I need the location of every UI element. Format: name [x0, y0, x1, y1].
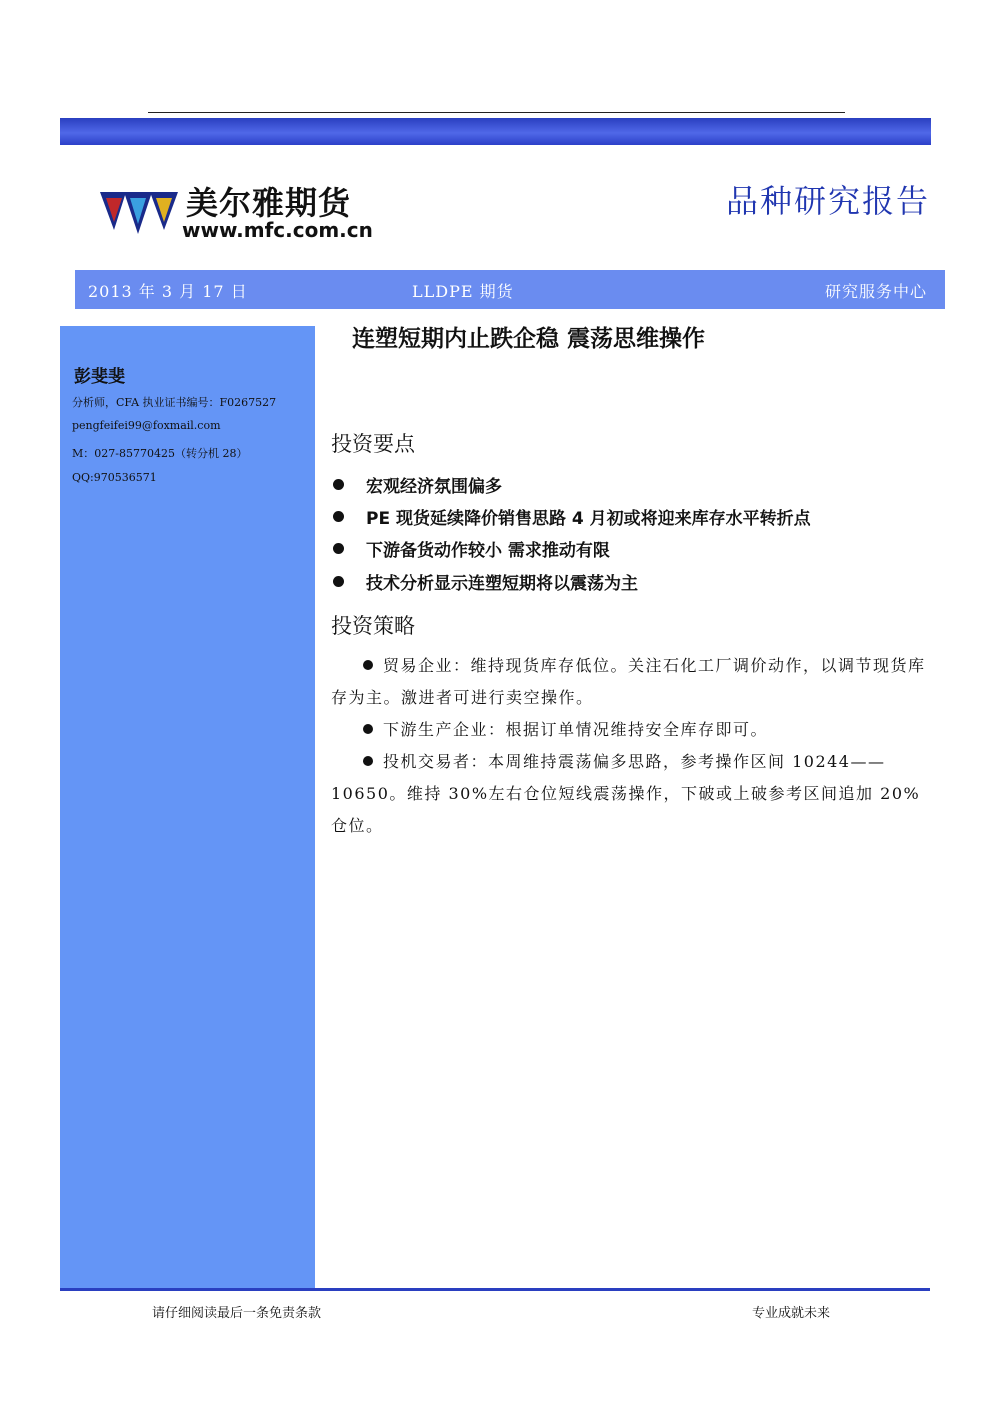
footer-disclaimer: 请仔细阅读最后一条免责条款	[152, 1306, 322, 1321]
footer-rule	[60, 1288, 930, 1291]
list-item: 宏观经济氛围偏多	[333, 472, 502, 497]
list-item: 下游备货动作较小 需求推动有限	[333, 536, 610, 561]
top-rule	[148, 112, 845, 113]
author-name: 彭斐斐	[74, 367, 125, 387]
bullet-icon	[333, 543, 344, 554]
author-phone: M：027-85770425（转分机 28）	[72, 447, 248, 460]
author-sidebar	[60, 326, 315, 1288]
header-band	[60, 118, 931, 145]
points-title: 投资要点	[331, 432, 415, 456]
footer-slogan: 专业成就未来	[752, 1306, 831, 1321]
author-qq: QQ:970536571	[72, 471, 157, 484]
company-logo	[100, 178, 400, 248]
author-email: pengfeifei99@foxmail.com	[72, 419, 221, 432]
strategy-title: 投资策略	[331, 614, 415, 638]
bullet-icon	[363, 660, 373, 670]
product-name: LLDPE 期货	[412, 282, 514, 301]
bullet-icon	[363, 756, 373, 766]
list-item: 技术分析显示连塑短期将以震荡为主	[333, 569, 638, 594]
report-date: 2013 年 3 月 17 日	[88, 282, 248, 301]
bullet-icon	[333, 511, 344, 522]
company-website: www.mfc.com.cn	[182, 218, 373, 242]
department-name: 研究服务中心	[824, 282, 927, 301]
report-headline: 连塑短期内止跌企稳 震荡思维操作	[352, 326, 706, 352]
list-item: PE 现货延续降价销售思路 4 月初或将迎来库存水平转折点	[333, 504, 811, 529]
company-name: 美尔雅期货	[186, 184, 352, 222]
strategy-paragraph: 投机交易者：本周维持震荡偏多思路，参考操作区间 10244——10650。维持 30%左右仓位短线震荡操作，下破或上破参考区间追加 20%仓位。	[331, 752, 921, 835]
bullet-icon	[363, 724, 373, 734]
analyst-certificate: 分析师，CFA 执业证书编号：F0267527	[72, 396, 277, 409]
report-type-title: 品种研究报告	[725, 182, 930, 220]
strategy-paragraph: 贸易企业：维持现货库存低位。关注石化工厂调价动作，以调节现货库存为主。激进者可进行卖空操作。	[331, 656, 926, 707]
bullet-icon	[333, 479, 344, 490]
strategy-body	[331, 650, 931, 842]
logo-icon	[100, 184, 180, 236]
info-bar	[75, 270, 945, 309]
strategy-paragraph: 下游生产企业：根据订单情况维持安全库存即可。	[331, 714, 931, 746]
bullet-icon	[333, 576, 344, 587]
